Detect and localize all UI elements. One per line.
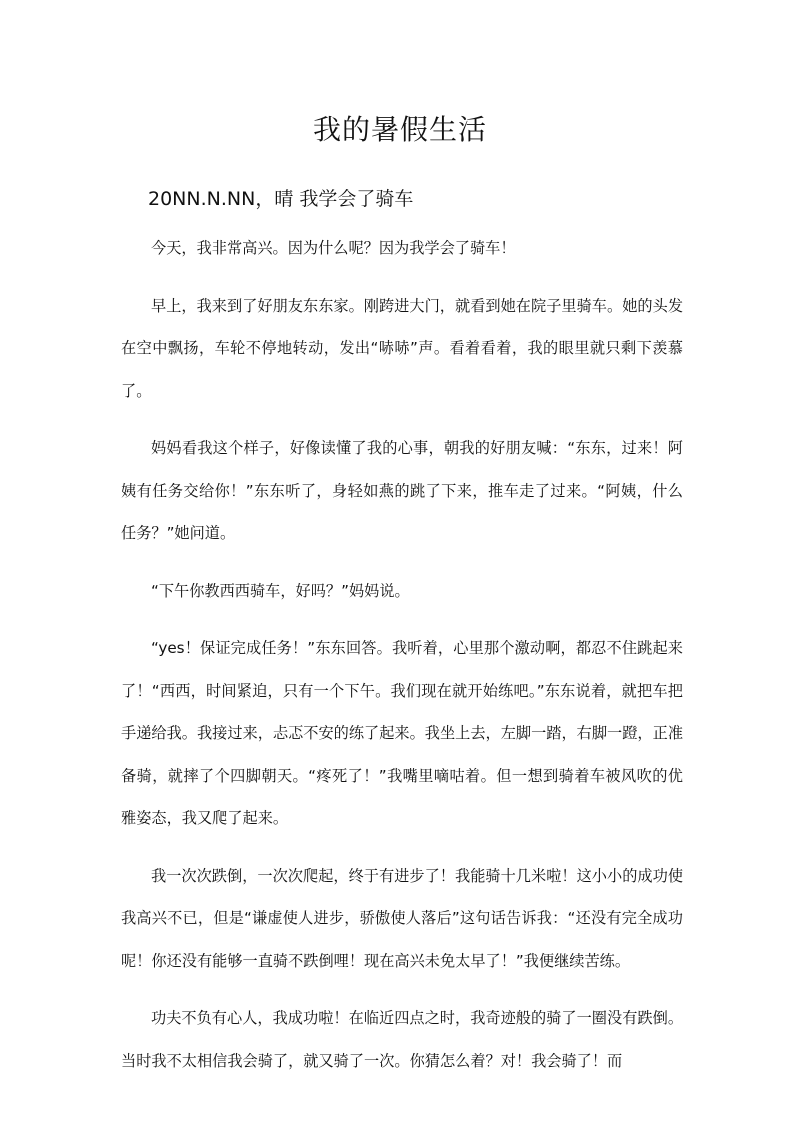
document-title: 我的暑假生活 [312, 113, 487, 146]
diary-entry-heading: 20NN.N.NN，晴 我学会了骑车 [148, 188, 414, 210]
paragraph-5: “yes！保证完成任务！”东东回答。我听着，心里那个激动啊，都忍不住跳起来了！“西西，时间紧迫，只有一个下午。我们现在就开始练吧。”东东说着，就把车把手递给我。我接过来，忐忑不安的练了起来。我坐上去，左脚一踏，右脚一蹬，正准备骑，就摔了个四脚朝天。“疼死了！”我嘴里嘀咕着。但一想到骑着车被风吹的优雅姿态，我又爬了起来。 [121, 639, 683, 827]
document-body [121, 227, 683, 1097]
paragraph-3: 妈妈看我这个样子，好像读懂了我的心事，朝我的好朋友喊：“东东，过来！阿姨有任务交给你！”东东听了，身轻如燕的跳了下来，推车走了过来。“阿姨，什么任务？”她问道。 [121, 439, 683, 542]
paragraph-4: “下午你教西西骑车，好吗？”妈妈说。 [151, 581, 410, 600]
paragraph-2: 早上，我来到了好朋友东东家。刚跨进大门，就看到她在院子里骑车。她的头发在空中飘扬，车轮不停地转动，发出“哧哧”声。看着看着，我的眼里就只剩下羡慕了。 [121, 296, 683, 400]
paragraph-1: 今天，我非常高兴。因为什么呢？因为我学会了骑车！ [151, 239, 516, 257]
paragraph-7: 功夫不负有心人，我成功啦！在临近四点之时，我奇迹般的骑了一圈没有跌倒。当时我不太相信我会骑了，就又骑了一次。你猜怎么着？对！我会骑了！而 [121, 1009, 683, 1070]
paragraph-6: 我一次次跌倒，一次次爬起，终于有进步了！我能骑十几米啦！这小小的成功使我高兴不已，但是“谦虚使人进步，骄傲使人落后”这句话告诉我：“还没有完全成功呢！你还没有能够一直骑不跌倒哩！现在高兴未免太早了！”我便继续苦练。 [121, 866, 683, 970]
